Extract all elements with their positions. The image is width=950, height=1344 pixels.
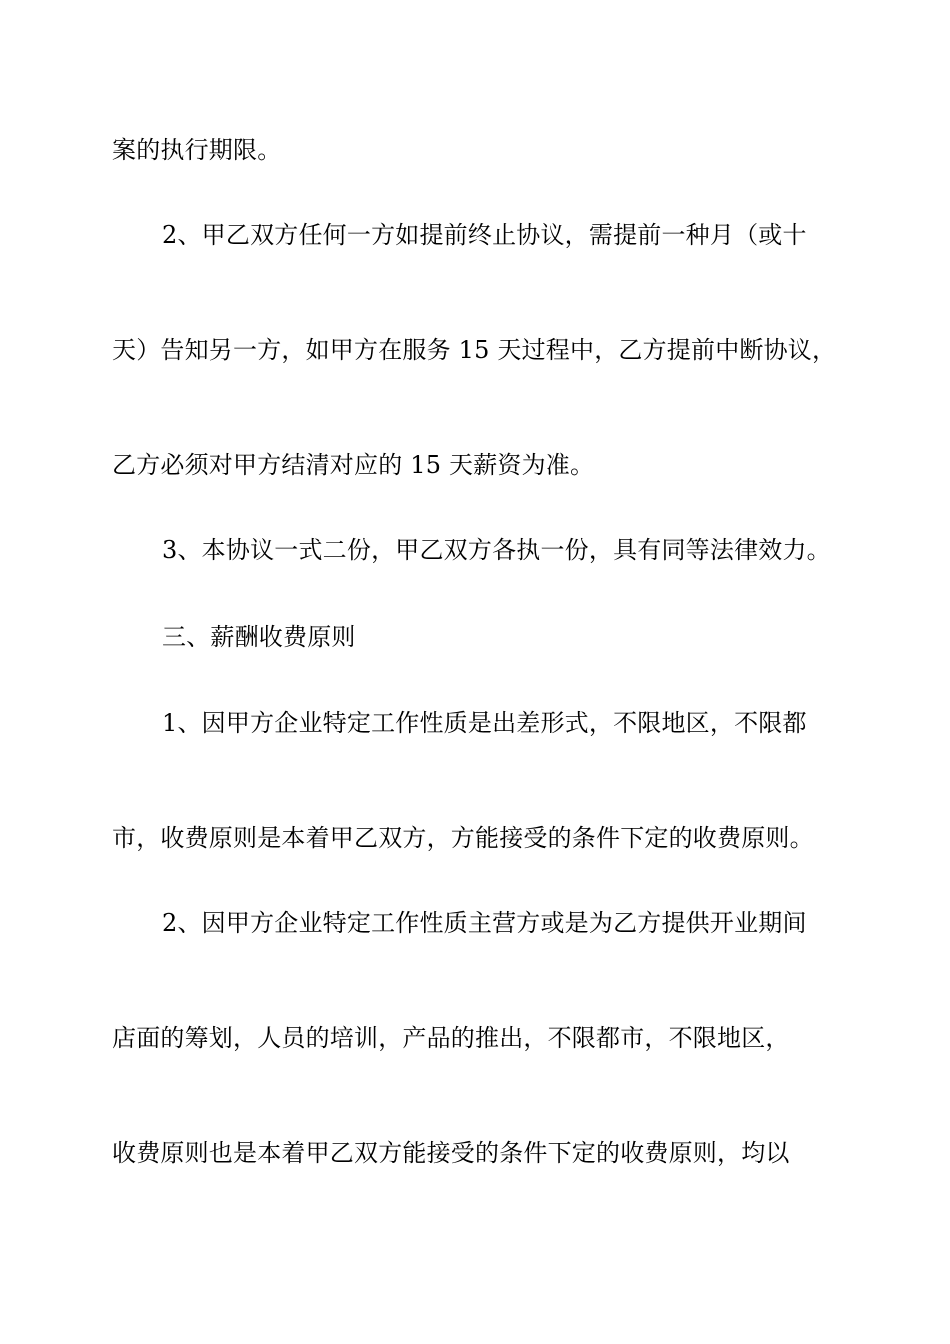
paragraph-line: 1、因甲方企业特定工作性质是出差形式，不限地区，不限都 [162,709,807,737]
paragraph-line: 2、因甲方企业特定工作性质主营方或是为乙方提供开业期间 [162,909,807,937]
paragraph-line: 收费原则也是本着甲乙双方能接受的条件下定的收费原则，均以 [112,1139,790,1167]
paragraph-line: 2、甲乙双方任何一方如提前终止协议，需提前一种月（或十 [162,221,807,249]
paragraph-line: 市，收费原则是本着甲乙双方，方能接受的条件下定的收费原则。 [112,824,814,852]
paragraph-line: 乙方必须对甲方结清对应的 15 天薪资为准。 [112,451,595,479]
section-heading: 三、薪酬收费原则 [162,623,356,651]
paragraph-line: 案的执行期限。 [112,136,282,164]
paragraph-line: 天）告知另一方，如甲方在服务 15 天过程中，乙方提前中断协议， [112,336,837,364]
paragraph-line: 3、本协议一式二份，甲乙双方各执一份，具有同等法律效力。 [162,536,831,564]
paragraph-line: 店面的筹划，人员的培训，产品的推出，不限都市，不限地区， [112,1024,790,1052]
